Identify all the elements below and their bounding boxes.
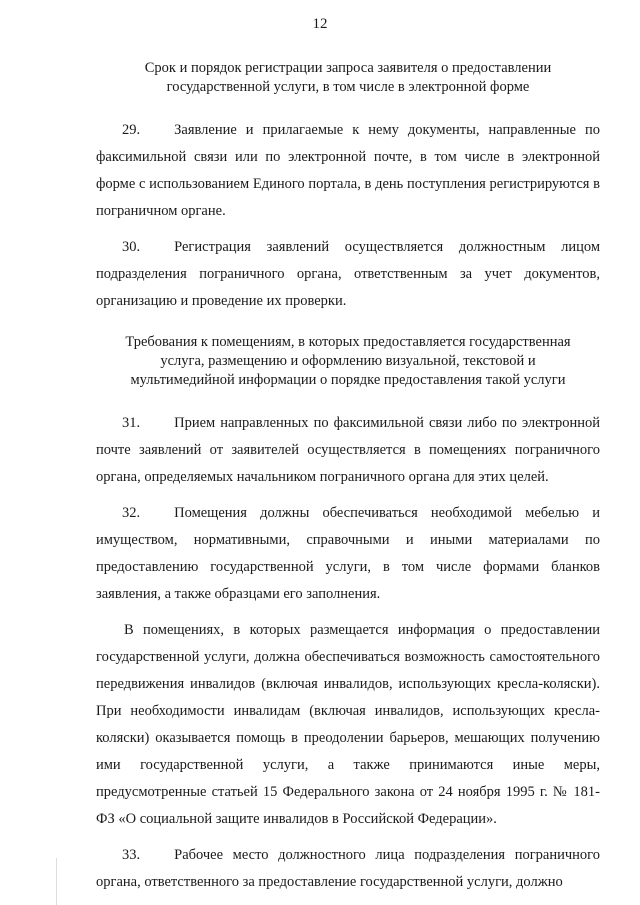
paragraph-text: Заявление и прилагаемые к нему документы, направленные по факсимильной связи или по электронной почте, в том числе в электронной форме с использованием Единого портала, в день поступления регистрируются в пограничном органе. <box>96 122 600 219</box>
paragraph-text: В помещениях, в которых размещается информация о предоставлении государственной услуги, должна обеспечиваться возможность самостоятельного передвижения инвалидов (включая инвалидов, использующих кресла-коляски). При необходимости инвалидам (включая инвалидов, использующих кресла-коляски) оказывается помощь в преодолении барьеров, мешающих получению ими государственной услуги, а также принимаются иные меры, предусмотренные статьей 15 Федерального закона от 24 ноября 1995 г. № 181-ФЗ «О социальной защите инвалидов в Российской Федерации». <box>96 622 600 827</box>
heading-line: государственной услуги, в том числе в электронной форме <box>166 79 530 95</box>
paragraph-text: Помещения должны обеспечиваться необходимой мебелью и имуществом, нормативными, справочными и иными материалами по предоставлению государственной услуги, в том числе формами бланков заявления, а также образцами его заполнения. <box>96 505 600 602</box>
paragraph-text: Прием направленных по факсимильной связи либо по электронной почте заявлений от заявителей осуществляется в помещениях пограничного органа, определяемых начальником пограничного органа для этих целей. <box>96 415 600 485</box>
paragraph-number: 32. <box>122 505 141 521</box>
paragraph-32-continued <box>96 617 600 833</box>
heading-line: Срок и порядок регистрации запроса заявителя о предоставлении <box>144 60 552 76</box>
paragraph-33 <box>96 842 600 896</box>
paragraph-29 <box>96 117 600 225</box>
paragraph-number: 30. <box>122 239 141 255</box>
paragraph-32 <box>96 500 600 608</box>
heading-line: Требования к помещениям, в которых предоставляется государственная <box>125 334 571 350</box>
heading-line: услуга, размещению и оформлению визуальной, текстовой и <box>160 353 536 369</box>
paragraph-number: 29. <box>122 122 141 138</box>
paragraph-number: 33. <box>122 847 141 863</box>
paragraph-number: 31. <box>122 415 141 431</box>
paragraph-31 <box>96 410 600 491</box>
page-number: 12 <box>312 16 328 32</box>
margin-line <box>56 858 57 905</box>
paragraph-30 <box>96 234 600 315</box>
section-heading-premises <box>96 333 600 390</box>
heading-line: мультимедийной информации о порядке предоставления такой услуги <box>130 372 566 388</box>
paragraph-text: Рабочее место должностного лица подразделения пограничного органа, ответственного за предоставление государственной услуги, должно <box>96 847 600 890</box>
paragraph-text: Регистрация заявлений осуществляется должностным лицом подразделения пограничного органа, ответственным за учет документов, организацию и проведение их проверки. <box>96 239 600 309</box>
section-heading-registration <box>96 59 600 97</box>
